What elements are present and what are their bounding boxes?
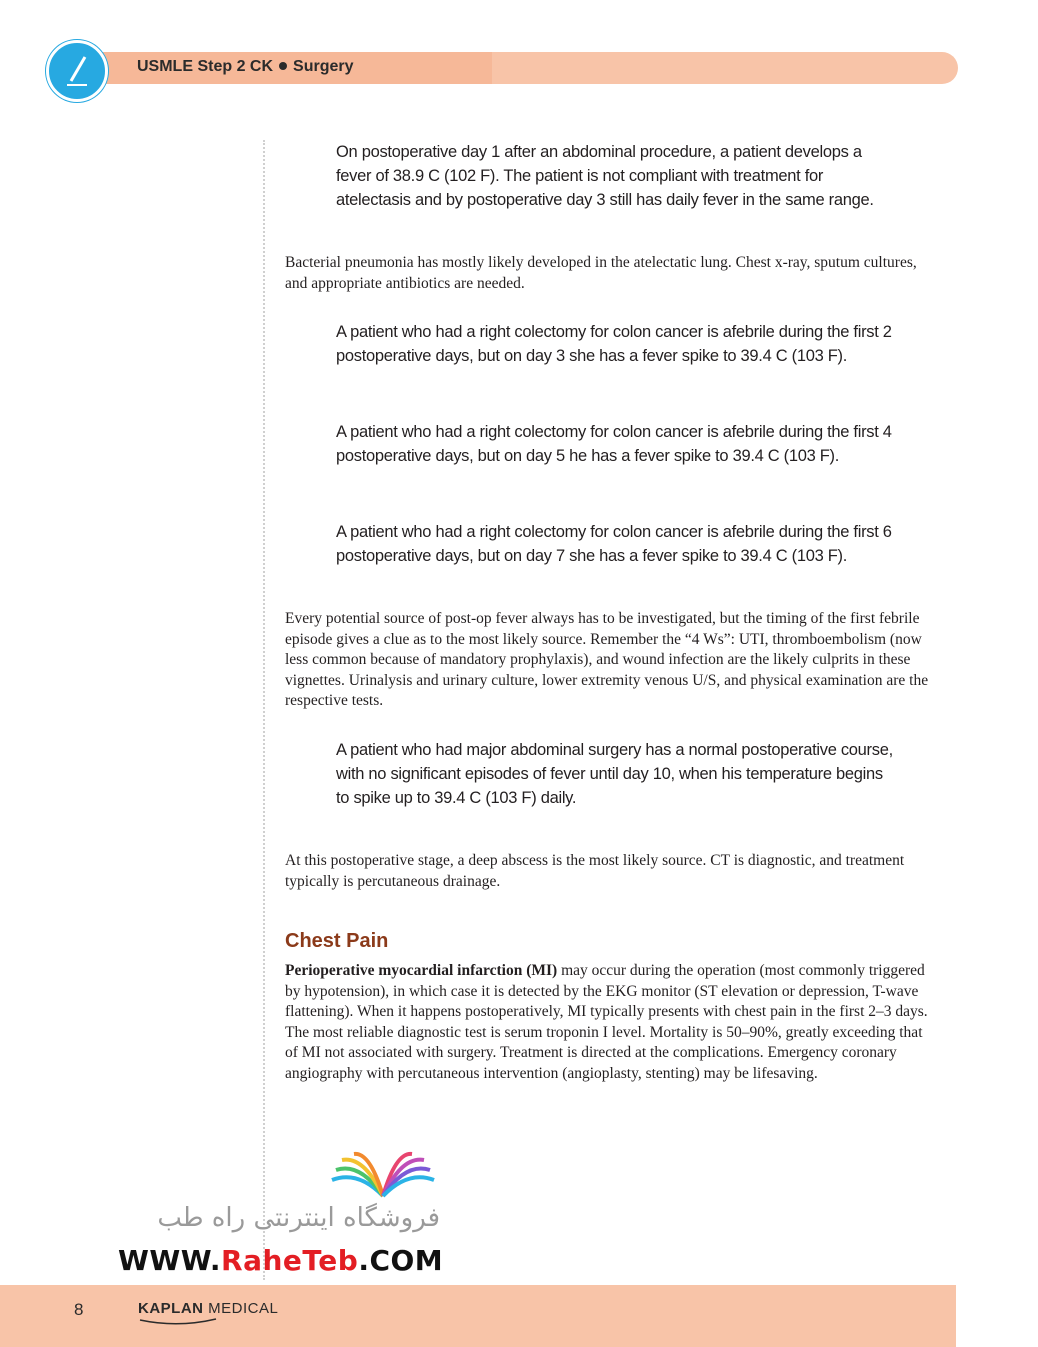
vignette-5: A patient who had major abdominal surgery has a normal postoperative course, with no significant episodes of fever until day 10, when his temperature begins to spike up to 39.4 C (103 F) daily. <box>336 741 893 807</box>
vignette-3: A patient who had a right colectomy for colon cancer is afebrile during the first 4 postoperative days, but on day 5 he has a fever spike to 39.4 C (103 F). <box>336 423 892 465</box>
paragraph-pneumonia: Bacterial pneumonia has mostly likely developed in the atelectatic lung. Chest x-ray, sputum cultures, and appropriate antibiotics are needed. <box>285 254 917 292</box>
paragraph-abscess: At this postoperative stage, a deep abscess is the most likely source. CT is diagnostic, and treatment typically is percutaneous drainage. <box>285 852 905 890</box>
kaplan-swoosh-icon <box>138 1318 218 1326</box>
watermark-url-prefix: WWW. <box>118 1244 222 1277</box>
bullet-icon <box>279 62 287 70</box>
watermark-url-name: RaheTeb <box>221 1244 359 1277</box>
watermark-url-suffix: .COM <box>358 1244 444 1277</box>
vignette-1: On postoperative day 1 after an abdominal procedure, a patient develops a fever of 38.9 C (102 F). The patient is not compliant with treatment for atelectasis and by postoperative day 3 still has daily fever in the same range. <box>336 143 874 209</box>
kaplan-medical-logo <box>138 1300 278 1317</box>
kaplan-brand: KAPLAN <box>138 1300 204 1317</box>
watermark-book-logo-icon <box>328 1150 438 1205</box>
subject-title: Surgery <box>293 58 354 75</box>
watermark-url <box>118 1244 443 1277</box>
running-header <box>137 58 353 76</box>
vignette-4: A patient who had a right colectomy for colon cancer is afebrile during the first 6 postoperative days, but on day 7 she has a fever spike to 39.4 C (103 F). <box>336 523 892 565</box>
section-title-chest-pain: Chest Pain <box>285 930 389 952</box>
book-title: USMLE Step 2 CK <box>137 58 274 75</box>
paragraph-4ws: Every potential source of post-op fever always has to be investigated, but the timing of the first febrile episode gives a clue as to the most likely source. Remember the “4 Ws”: UTI, thromboembolism (now less common because of mandatory prophylaxis), and wound infection are the likely culprits in these vignettes. Urinalysis and urinary culture, lower extremity venous U/S, and physical examination are the respective tests. <box>285 610 929 710</box>
paragraph-mi <box>285 961 930 1085</box>
term-perioperative-mi: Perioperative myocardial infarction (MI) <box>285 962 558 979</box>
margin-rule <box>263 140 265 1280</box>
watermark-persian-text: فروشگاه اینترنتی راه طب <box>157 1203 440 1233</box>
kaplan-suffix: MEDICAL <box>208 1300 279 1317</box>
vignette-2: A patient who had a right colectomy for colon cancer is afebrile during the first 2 postoperative days, but on day 3 she has a fever spike to 39.4 C (103 F). <box>336 323 892 365</box>
page-number: 8 <box>74 1300 84 1319</box>
paragraph-mi-text: may occur during the operation (most commonly triggered by hypotension), in which case it is detected by the EKG monitor (ST elevation or depression, T-wave flattening). When it happens postoperatively, MI typically presents with chest pain in the first 2–3 days. The most reliable diagnostic test is serum troponin I level. Mortality is 50–90%, greatly exceeding that of MI not associated with surgery. Treatment is directed at the complications. Emergency coronary angiography with percutaneous intervention (angioplasty, stenting) may be lifesaving. <box>285 962 928 1082</box>
pen-logo-icon <box>46 40 108 102</box>
